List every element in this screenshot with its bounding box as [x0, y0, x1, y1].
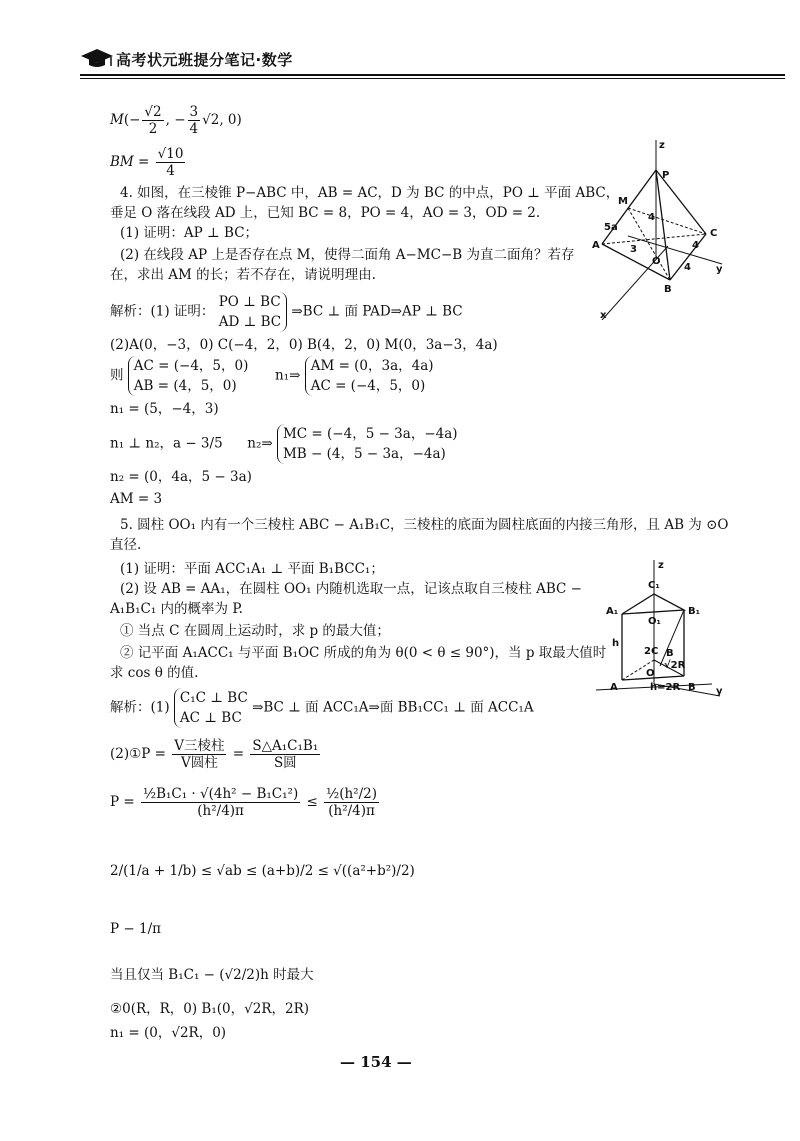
q4-pyramid-figure [588, 138, 728, 320]
q5-sol1-bottom: AC ⊥ BC [179, 710, 242, 726]
fig1-label-c: C [710, 228, 718, 239]
fig2-label-o1: O₁ [648, 616, 661, 627]
q5-part-1: (1) 证明：平面 ACC₁A₁ ⊥ 平面 B₁BCC₁； [120, 561, 384, 577]
fig2-top-face [622, 594, 684, 614]
q5-part-2-line-4: ② 记平面 A₁ACC₁ 与平面 B₁OC 所成的角为 θ(0 < θ ≤ 90°)，当 p 取最大值时 [120, 645, 607, 661]
q4-ab-vec: AB = (4，5，0) [133, 378, 237, 394]
page-number-value: 154 [360, 1053, 392, 1071]
fig1-label-y: y [716, 264, 723, 275]
fig1-label-3: 3 [630, 244, 637, 255]
q4-sol1-prefix: 解析：(1) 证明： [110, 303, 215, 320]
q4-vec-system-1 [128, 356, 249, 396]
q5-solution-1 [110, 688, 534, 728]
q5-sol1-prefix: 解析：(1) [110, 699, 170, 716]
q5-p-max: P − 1/π [110, 921, 161, 937]
fig2-label-b1: B₁ [688, 606, 701, 617]
q5-part-2-line-1: (2) 设 AB = AA₁，在圆柱 OO₁ 内随机选取一点，记该点取自三棱柱 ABC − [120, 581, 582, 597]
q4-part-2-line-2: 在，求出 AM 的长；若不存在，请说明理由. [110, 267, 376, 283]
q5-p2-den: (h²/4)π [197, 803, 244, 819]
fig1-label-o: O [652, 256, 661, 267]
q5-part-2-line-3: ① 当点 C 在圆周上运动时，求 p 的最大值； [120, 623, 390, 639]
q4-coords: (2)A(0，−3，0) C(−4，2，0) B(4，2，0) M(0，3a−3，4a) [110, 337, 498, 353]
q5-p-area-frac [250, 738, 320, 771]
fig1-label-z: z [659, 140, 665, 151]
q4-solution-1 [110, 292, 463, 332]
edge-ac [602, 234, 706, 244]
fig1-label-4-b: 4 [684, 262, 691, 273]
q5-p-v-num: V三棱柱 [174, 738, 225, 754]
q5-prism-figure [592, 558, 726, 698]
q5-stem-line-1: 5. 圆柱 OO₁ 内有一个三棱柱 ABC − A₁B₁C，三棱柱的底面为圆柱底面的内接三角形，且 AB 为 ⊙O [120, 517, 729, 533]
q4-n2-arrow: n₂⇒ [247, 435, 273, 452]
q5-p-s-den: S圆 [273, 755, 297, 771]
q5-coords: ②0(R，R，0) B₁(0，√2R，2R) [110, 1001, 309, 1017]
q4-n1-arrow: n₁⇒ [274, 367, 301, 384]
q5-sol1-system [174, 688, 248, 728]
line-mc [628, 208, 706, 234]
q4-sol1-top: PO ⊥ BC [218, 294, 281, 310]
q4-am-vec: AM = (0，3a，4a) [310, 358, 434, 374]
q4-stem-line-1: 4. 如图，在三棱锥 P−ABC 中，AB = AC，D 为 BC 的中点，PO ⊥ 平面 ABC， [120, 185, 620, 201]
fig1-label-4-c: 4 [692, 240, 699, 251]
q4-mb-vec: MB − (4，5 − 3a，−4a) [282, 446, 446, 462]
graduation-cap-icon [80, 46, 114, 70]
fig2-label-a: A [610, 682, 618, 693]
fig1-label-4-height: 4 [648, 212, 655, 223]
q5-p-volume-frac [172, 738, 226, 771]
page-number: — 154 — [340, 1053, 412, 1071]
edge-bc [670, 234, 706, 280]
q4-vec-system-3 [277, 424, 458, 464]
q5-p2-rhs-den: (h²/4)π [328, 803, 375, 819]
q4-ac-vec-1: AC = (−4，5，0) [133, 358, 249, 374]
q4-then: 则 [110, 367, 124, 384]
header-title: 高考状元班提分笔记·数学 [116, 51, 293, 69]
fig2-label-h: h [612, 638, 620, 649]
q5-p-v-den: V圆柱 [180, 755, 218, 771]
q5-p2-rhs-frac [324, 786, 379, 819]
fig2-label-h-eq-2r: h=2R [650, 682, 681, 693]
q5-stem-line-2: 直径. [110, 537, 142, 553]
q4-perp: n₁ ⊥ n₂，a − 3/5 [110, 435, 223, 452]
q5-mean-inequality: 2/(1/a + 1/b) ≤ √ab ≤ (a+b)/2 ≤ √((a²+b²)/2) [110, 863, 415, 879]
fig1-label-a: A [592, 240, 600, 251]
q5-p2-frac [141, 786, 300, 819]
q5-p2-rhs-num: ½(h²/2) [326, 786, 378, 802]
q5-when-max: 当且仅当 B₁C₁ − (√2/2)h 时最大 [110, 967, 314, 983]
header-rule [80, 74, 785, 76]
fig1-label-b: B [664, 284, 672, 295]
q4-mc-vec: MC = (−4，5 − 3a，−4a) [282, 426, 458, 442]
q4-stem-line-2: 垂足 O 落在线段 AD 上，已知 BC = 8，PO = 4，AO = 3，OD = 2. [110, 205, 541, 221]
q5-p2-num: ½B₁C₁ · √(4h² − B₁C₁²) [142, 786, 299, 802]
q4-sol1-result: ⇒BC ⊥ 面 PAD⇒AP ⊥ BC [291, 303, 463, 320]
q5-p-ratio: (2)①P = $\frac{\text{V三棱柱}}{\text{V圆柱}}$ = $\frac{\text{S△A₁C₁B₁}}{\text{S圆}}$ [110, 738, 319, 771]
q5-sol1-result: ⇒BC ⊥ 面 ACC₁A⇒面 BB₁CC₁ ⊥ 面 ACC₁A [252, 699, 534, 716]
header-rule-thin [80, 78, 785, 79]
q4-ac-vec-2: AC = (−4，5，0) [310, 378, 426, 394]
fig1-label-x: x [600, 310, 607, 320]
q4-am-result: AM = 3 [110, 491, 163, 507]
fig2-label-o: O [646, 668, 655, 679]
fig2-label-a1: A₁ [606, 606, 619, 617]
q4-perp-block [110, 424, 458, 464]
q5-n1: n₁ = (0，√2R，0) [110, 1025, 227, 1041]
fig2-label-b: B [688, 682, 696, 693]
q4-n2: n₂ = (0，4a，5 − 3a) [110, 469, 252, 485]
q4-sol1-system [219, 292, 287, 332]
fig2-label-2c: 2C [644, 646, 659, 657]
m-point-formula: M(− $\frac{√2}{2}$ , − $\frac{3}{4}$ √2, 0) [110, 104, 242, 137]
fig2-label-y: y [716, 686, 723, 697]
q5-sol1-top: C₁C ⊥ BC [179, 690, 248, 706]
page-header [80, 40, 785, 82]
q5-part-2-line-2: A₁B₁C₁ 内的概率为 P. [110, 601, 243, 617]
q4-sol1-bottom: AD ⊥ BC [218, 314, 282, 330]
fig1-label-5a: 5a [604, 222, 618, 233]
q4-part-1: (1) 证明：AP ⊥ BC； [120, 225, 259, 241]
q4-vectors-block [110, 356, 434, 396]
bm-formula: BM = $\frac{√10}{4}$ [110, 146, 184, 179]
fig2-label-c1: C₁ [648, 580, 660, 591]
fig1-label-p: P [662, 170, 670, 181]
fig2-label-b-mid: B [666, 648, 674, 659]
q4-n1: n₁ = (5，−4，3) [110, 401, 219, 417]
fig1-label-m: M [618, 196, 628, 207]
fig2-label-z: z [658, 560, 664, 571]
q5-sol2-prefix: (2)①P = [110, 746, 166, 762]
q5-part-2-line-5: 求 cos θ 的值. [110, 665, 199, 681]
q4-part-2-line-1: (2) 在线段 AP 上是否存在点 M，使得二面角 A−MC−B 为直二面角？若存 [120, 247, 575, 263]
q5-p-s-num: S△A₁C₁B₁ [252, 738, 319, 754]
q4-vec-system-2 [305, 356, 434, 396]
q5-p-expression: P = $\frac{\text{½B₁C₁ · √(4h² − B₁C₁²)}}{\text{(h²/4)π}}$ ≤ $\frac{\text{½(h²/2)}}{\text{(h²/4)π}}$ [110, 786, 378, 819]
q5-p2-lhs: P = [110, 794, 135, 810]
fig2-label-sqrt2r: √2R [664, 660, 686, 671]
